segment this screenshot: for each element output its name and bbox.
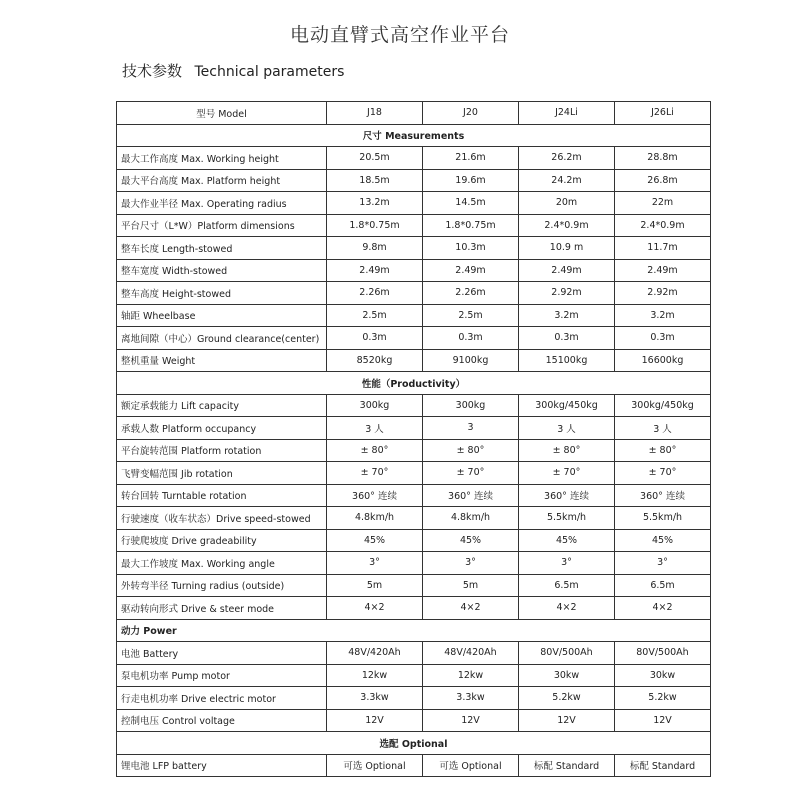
row-value: 2.26m	[327, 282, 423, 305]
row-value: ± 70°	[615, 462, 711, 485]
table-row	[117, 552, 711, 575]
table-row	[117, 169, 711, 192]
subtitle-en: Technical parameters	[194, 64, 345, 80]
table-row	[117, 259, 711, 282]
row-value: 5.5km/h	[519, 507, 615, 530]
header-model-label: 型号 Model	[117, 102, 327, 125]
row-value: 8520kg	[327, 349, 423, 372]
row-value: 4×2	[615, 597, 711, 620]
row-value: 4×2	[423, 597, 519, 620]
row-label: 行走电机功率 Drive electric motor	[117, 687, 327, 710]
table-row	[117, 754, 711, 777]
row-value: 10.9 m	[519, 237, 615, 260]
row-value: ± 80°	[519, 439, 615, 462]
table-row	[117, 597, 711, 620]
row-label: 轴距 Wheelbase	[117, 304, 327, 327]
header-model-j26li: J26Li	[615, 102, 711, 125]
row-value: ± 80°	[327, 439, 423, 462]
table-row	[117, 147, 711, 170]
row-value: 2.4*0.9m	[615, 214, 711, 237]
row-value: ± 70°	[519, 462, 615, 485]
row-value: 28.8m	[615, 147, 711, 170]
header-model-j24li: J24Li	[519, 102, 615, 125]
row-label: 电池 Battery	[117, 642, 327, 665]
row-label: 整车宽度 Width-stowed	[117, 259, 327, 282]
row-value: 标配 Standard	[519, 754, 615, 777]
row-value: 15100kg	[519, 349, 615, 372]
row-value: 1.8*0.75m	[327, 214, 423, 237]
row-value: 360° 连续	[615, 484, 711, 507]
row-label: 平台旋转范围 Platform rotation	[117, 439, 327, 462]
section-row	[117, 619, 711, 642]
row-value: 300kg/450kg	[615, 394, 711, 417]
row-value: 10.3m	[423, 237, 519, 260]
row-value: 3 人	[327, 417, 423, 440]
section-row	[117, 124, 711, 147]
spec-table	[116, 101, 711, 777]
row-value: 3.2m	[615, 304, 711, 327]
row-value: 4.8km/h	[423, 507, 519, 530]
row-value: ± 80°	[423, 439, 519, 462]
row-value: 4.8km/h	[327, 507, 423, 530]
row-value: 26.2m	[519, 147, 615, 170]
row-label: 转台回转 Turntable rotation	[117, 484, 327, 507]
row-value: 360° 连续	[519, 484, 615, 507]
row-value: 2.49m	[615, 259, 711, 282]
row-value: 0.3m	[327, 327, 423, 350]
row-value: 3°	[423, 552, 519, 575]
row-value: 4×2	[327, 597, 423, 620]
row-value: 12V	[423, 709, 519, 732]
row-value: 80V/500Ah	[615, 642, 711, 665]
row-value: 3.3kw	[327, 687, 423, 710]
row-value: 45%	[519, 529, 615, 552]
row-label: 额定承载能力 Lift capacity	[117, 394, 327, 417]
row-value: 0.3m	[615, 327, 711, 350]
row-value: 5.2kw	[615, 687, 711, 710]
header-row	[117, 102, 711, 125]
row-value: 6.5m	[615, 574, 711, 597]
table-row	[117, 507, 711, 530]
table-row	[117, 417, 711, 440]
row-value: 20.5m	[327, 147, 423, 170]
row-value: 3 人	[615, 417, 711, 440]
row-value: 2.49m	[327, 259, 423, 282]
header-model-j18: J18	[327, 102, 423, 125]
row-value: 48V/420Ah	[423, 642, 519, 665]
row-value: 20m	[519, 192, 615, 215]
row-value: 21.6m	[423, 147, 519, 170]
table-row	[117, 687, 711, 710]
row-label: 行驶速度（收车状态）Drive speed-stowed	[117, 507, 327, 530]
page-title: 电动直臂式高空作业平台	[289, 24, 510, 46]
row-value: 12kw	[423, 664, 519, 687]
row-value: 300kg	[423, 394, 519, 417]
table-row	[117, 304, 711, 327]
row-value: 2.49m	[423, 259, 519, 282]
row-value: 0.3m	[519, 327, 615, 350]
row-value: 12V	[327, 709, 423, 732]
row-value: 6.5m	[519, 574, 615, 597]
row-value: 3.2m	[519, 304, 615, 327]
table-row	[117, 327, 711, 350]
row-value: ± 70°	[423, 462, 519, 485]
table-row	[117, 642, 711, 665]
row-label: 最大作业半径 Max. Operating radius	[117, 192, 327, 215]
row-value: 5.5km/h	[615, 507, 711, 530]
row-value: ± 80°	[615, 439, 711, 462]
row-value: 3.3kw	[423, 687, 519, 710]
row-value: 18.5m	[327, 169, 423, 192]
row-label: 驱动转向形式 Drive & steer mode	[117, 597, 327, 620]
section-title: 动力 Power	[117, 619, 711, 642]
row-value: 2.92m	[519, 282, 615, 305]
row-label: 最大平台高度 Max. Platform height	[117, 169, 327, 192]
row-value: 2.26m	[423, 282, 519, 305]
row-value: 标配 Standard	[615, 754, 711, 777]
row-value: 5.2kw	[519, 687, 615, 710]
row-label: 锂电池 LFP battery	[117, 754, 327, 777]
row-value: 16600kg	[615, 349, 711, 372]
row-value: 2.5m	[327, 304, 423, 327]
row-label: 泵电机功率 Pump motor	[117, 664, 327, 687]
row-value: 26.8m	[615, 169, 711, 192]
section-row	[117, 372, 711, 395]
row-label: 承载人数 Platform occupancy	[117, 417, 327, 440]
row-label: 平台尺寸（L*W）Platform dimensions	[117, 214, 327, 237]
row-label: 控制电压 Control voltage	[117, 709, 327, 732]
section-title: 尺寸 Measurements	[117, 124, 711, 147]
row-label: 整车高度 Height-stowed	[117, 282, 327, 305]
row-value: 1.8*0.75m	[423, 214, 519, 237]
row-label: 最大工作坡度 Max. Working angle	[117, 552, 327, 575]
row-label: 行驶爬坡度 Drive gradeability	[117, 529, 327, 552]
row-label: 整车长度 Length-stowed	[117, 237, 327, 260]
row-value: 3°	[519, 552, 615, 575]
row-value: 300kg/450kg	[519, 394, 615, 417]
row-value: 14.5m	[423, 192, 519, 215]
row-value: 9.8m	[327, 237, 423, 260]
row-value: ± 70°	[327, 462, 423, 485]
row-label: 飞臂变幅范围 Jib rotation	[117, 462, 327, 485]
row-value: 13.2m	[327, 192, 423, 215]
row-label: 整机重量 Weight	[117, 349, 327, 372]
row-value: 9100kg	[423, 349, 519, 372]
row-value: 4×2	[519, 597, 615, 620]
row-value: 22m	[615, 192, 711, 215]
table-row	[117, 574, 711, 597]
row-value: 360° 连续	[327, 484, 423, 507]
row-label: 离地间隙（中心）Ground clearance(center)	[117, 327, 327, 350]
table-row	[117, 282, 711, 305]
row-value: 5m	[327, 574, 423, 597]
section-heading	[122, 60, 344, 81]
row-value: 45%	[327, 529, 423, 552]
subtitle-cn: 技术参数	[122, 62, 183, 80]
header-model-j20: J20	[423, 102, 519, 125]
table-row	[117, 237, 711, 260]
row-label: 外转弯半径 Turning radius (outside)	[117, 574, 327, 597]
row-value: 可选 Optional	[327, 754, 423, 777]
row-value: 2.4*0.9m	[519, 214, 615, 237]
row-value: 360° 连续	[423, 484, 519, 507]
table-row	[117, 439, 711, 462]
row-value: 11.7m	[615, 237, 711, 260]
row-value: 300kg	[327, 394, 423, 417]
table-row	[117, 664, 711, 687]
row-value: 5m	[423, 574, 519, 597]
row-value: 45%	[615, 529, 711, 552]
table-row	[117, 394, 711, 417]
row-value: 24.2m	[519, 169, 615, 192]
section-row	[117, 732, 711, 755]
spec-table-body	[117, 102, 711, 777]
row-value: 3 人	[519, 417, 615, 440]
section-title: 性能（Productivity）	[117, 372, 711, 395]
row-value: 3°	[327, 552, 423, 575]
row-value: 48V/420Ah	[327, 642, 423, 665]
row-value: 2.92m	[615, 282, 711, 305]
row-value: 45%	[423, 529, 519, 552]
table-row	[117, 214, 711, 237]
table-row	[117, 529, 711, 552]
table-row	[117, 192, 711, 215]
row-value: 3	[423, 417, 519, 440]
row-value: 12kw	[327, 664, 423, 687]
row-value: 30kw	[519, 664, 615, 687]
row-value: 3°	[615, 552, 711, 575]
table-row	[117, 349, 711, 372]
section-title: 选配 Optional	[117, 732, 711, 755]
table-row	[117, 484, 711, 507]
row-value: 80V/500Ah	[519, 642, 615, 665]
row-value: 30kw	[615, 664, 711, 687]
table-row	[117, 709, 711, 732]
row-value: 19.6m	[423, 169, 519, 192]
row-value: 2.49m	[519, 259, 615, 282]
row-value: 可选 Optional	[423, 754, 519, 777]
row-value: 12V	[519, 709, 615, 732]
row-value: 2.5m	[423, 304, 519, 327]
row-value: 0.3m	[423, 327, 519, 350]
row-label: 最大工作高度 Max. Working height	[117, 147, 327, 170]
table-row	[117, 462, 711, 485]
row-value: 12V	[615, 709, 711, 732]
